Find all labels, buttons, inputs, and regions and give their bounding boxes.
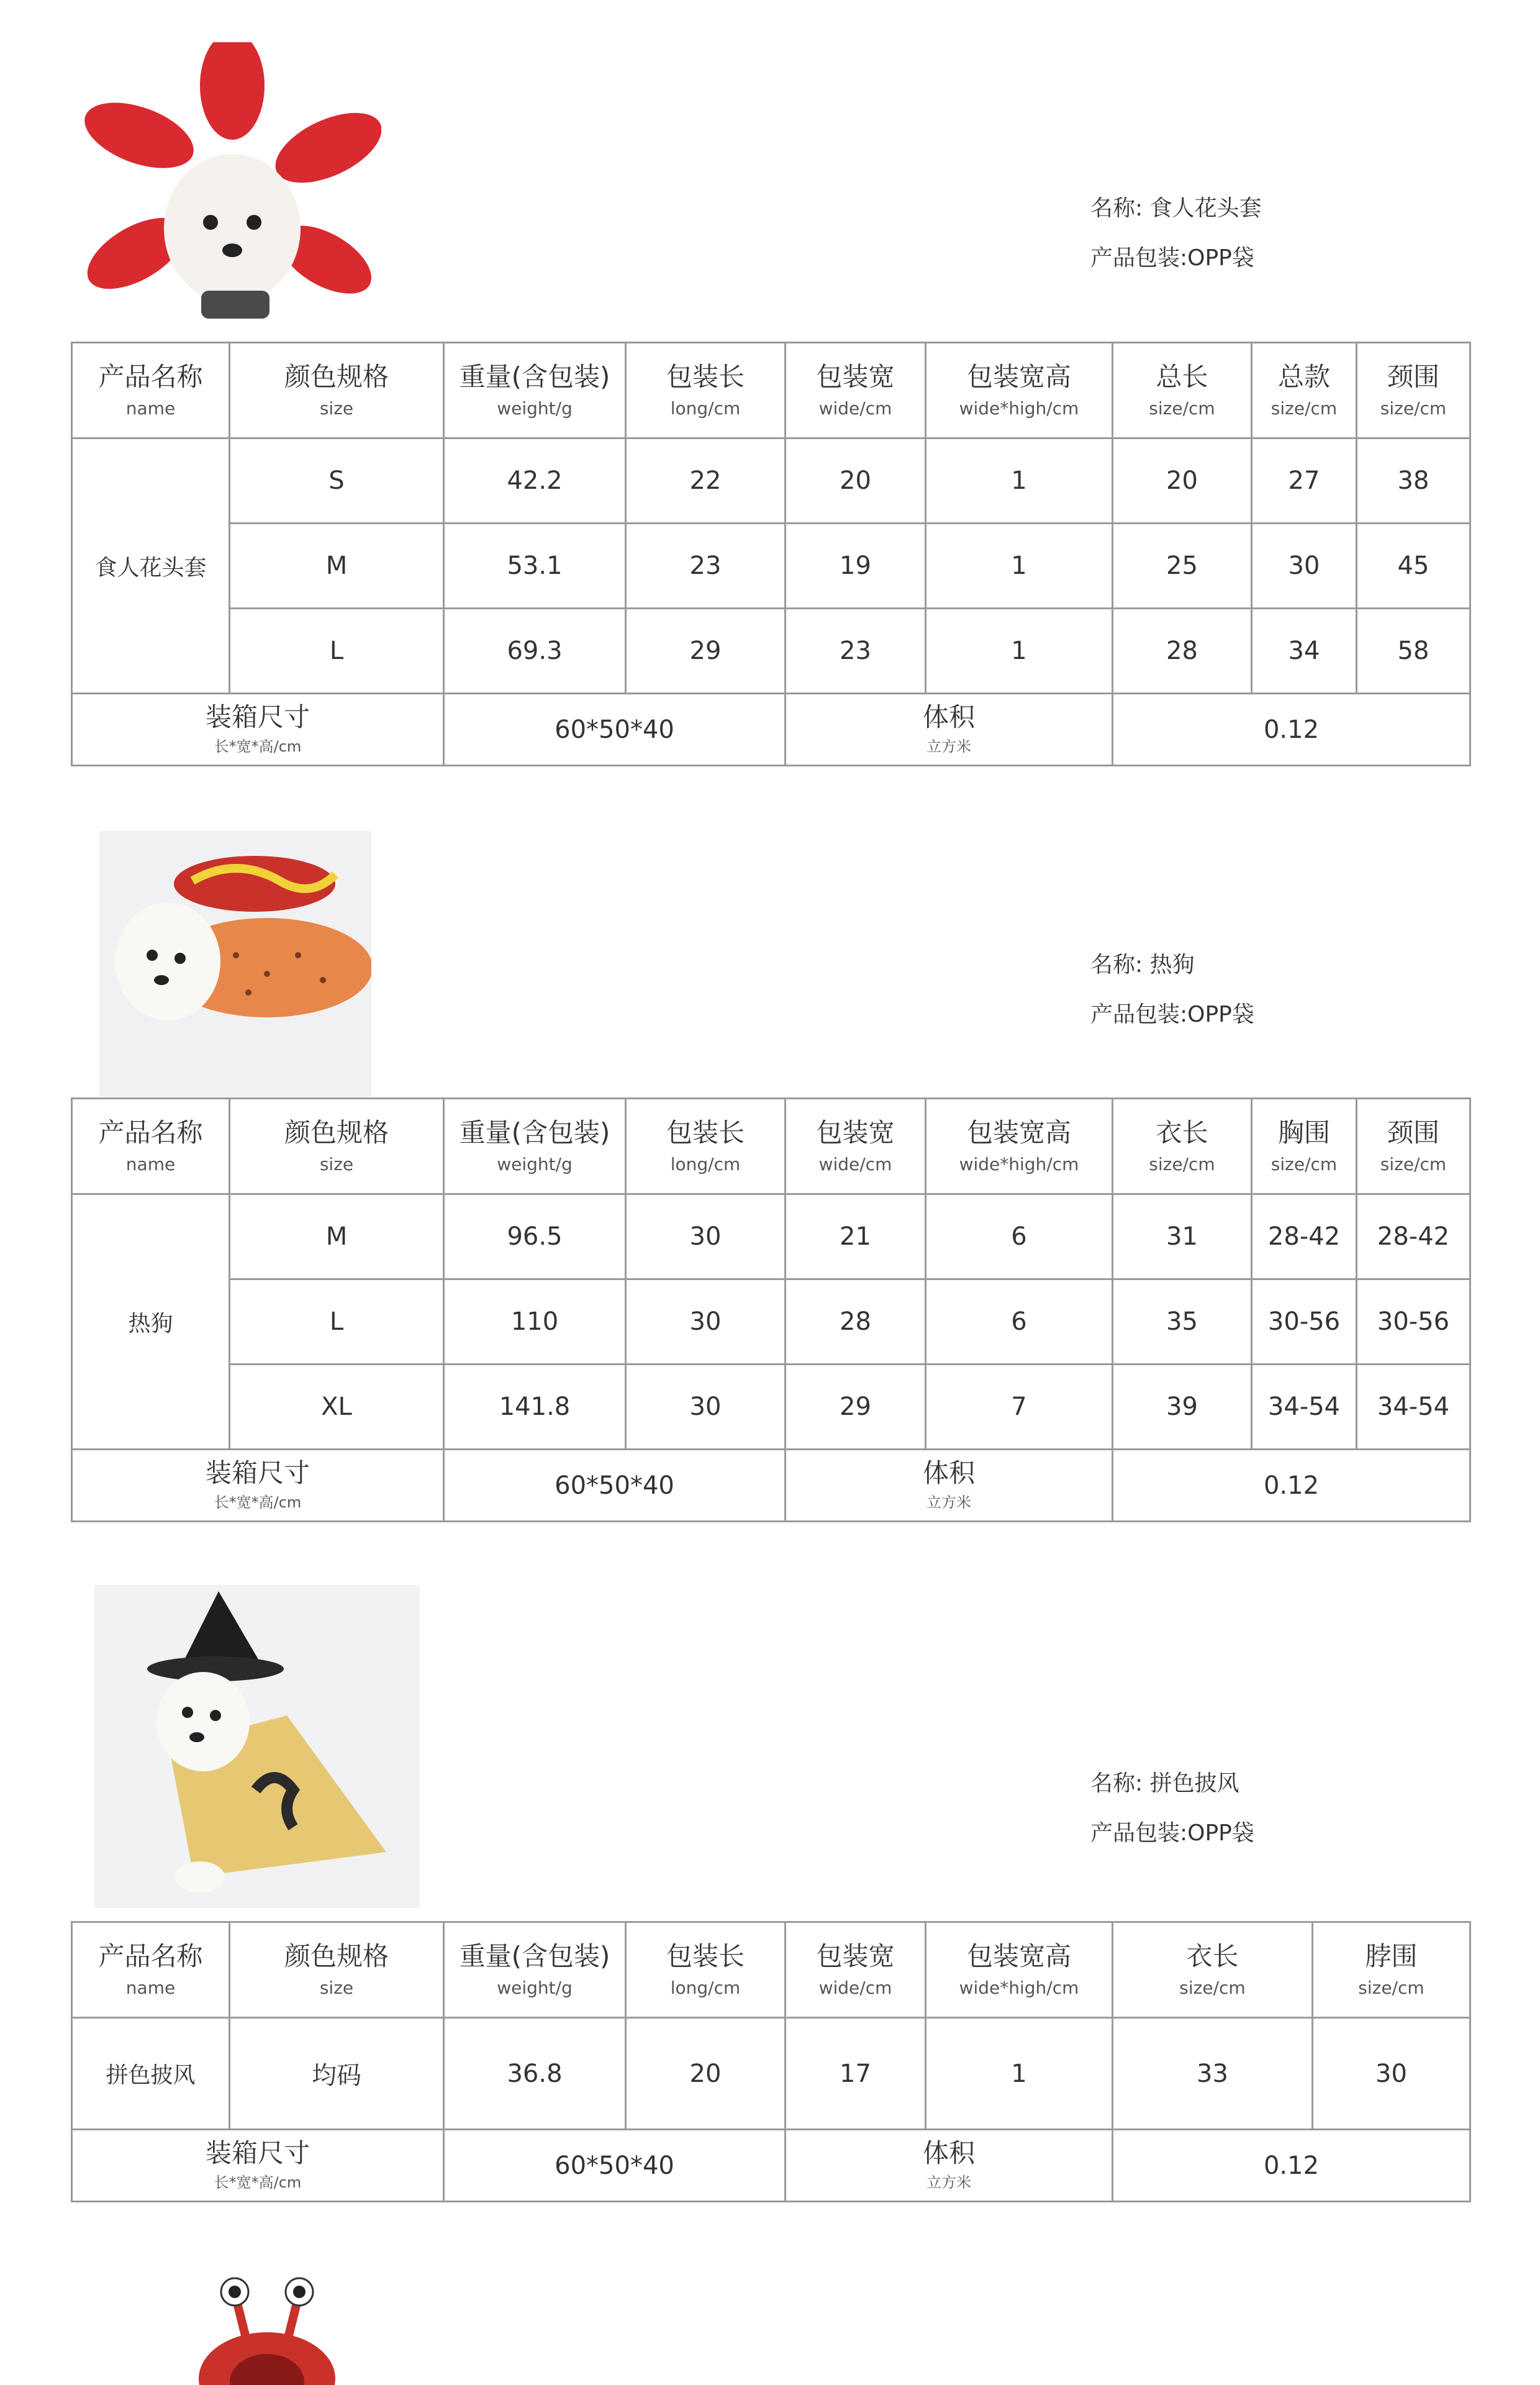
table-cell: 1 <box>926 609 1113 694</box>
product-3-info <box>1090 1773 1254 1872</box>
table-cell: M <box>230 1194 444 1279</box>
header-cell: 重量(含包装) weight/g <box>444 1922 626 2018</box>
package-text: 产品包装:OPP袋 <box>1090 1002 1254 1027</box>
table-cell: 6 <box>926 1279 1113 1365</box>
table-row <box>72 609 1470 694</box>
header-cell: 胸围 size/cm <box>1252 1099 1357 1194</box>
table-header-row <box>72 1099 1470 1194</box>
product-name-text: 名称: 拼色披风 <box>1090 1771 1239 1796</box>
table-cell: 21 <box>786 1194 926 1279</box>
carton-size-value: 60*50*40 <box>444 1450 786 1522</box>
table-cell: 20 <box>1113 438 1252 524</box>
table-cell: 28 <box>786 1279 926 1365</box>
product-name-cell: 热狗 <box>72 1194 230 1450</box>
table-cell: 45 <box>1357 524 1470 609</box>
header-cell: 产品名称 name <box>72 343 230 438</box>
table-cell: 30-56 <box>1252 1279 1357 1365</box>
table-cell: 35 <box>1113 1279 1252 1365</box>
table-cell: L <box>230 609 444 694</box>
table-row <box>72 1194 1470 1279</box>
volume-label: 体积 立方米 <box>786 694 1113 766</box>
table-cell: 7 <box>926 1365 1113 1450</box>
table-cell: 23 <box>786 609 926 694</box>
product-3-spec-table <box>71 1921 1471 2202</box>
carton-size-value: 60*50*40 <box>444 2130 786 2202</box>
volume-value: 0.12 <box>1113 1450 1470 1522</box>
table-cell: 20 <box>786 438 926 524</box>
table-row <box>72 1365 1470 1450</box>
table-row <box>72 524 1470 609</box>
header-cell: 颜色规格 size <box>230 1099 444 1194</box>
header-cell: 包装宽高 wide*high/cm <box>926 1922 1113 2018</box>
table-cell: 25 <box>1113 524 1252 609</box>
table-cell: 22 <box>626 438 786 524</box>
table-cell: 33 <box>1113 2018 1313 2130</box>
table-cell: 29 <box>786 1365 926 1450</box>
header-cell: 衣长 size/cm <box>1113 1099 1252 1194</box>
header-cell: 包装宽 wide/cm <box>786 343 926 438</box>
product-name-text: 名称: 热狗 <box>1090 952 1195 978</box>
table-cell: 36.8 <box>444 2018 626 2130</box>
table-cell: L <box>230 1279 444 1365</box>
header-cell: 产品名称 name <box>72 1099 230 1194</box>
table-cell: 30 <box>626 1279 786 1365</box>
table-cell: 1 <box>926 2018 1113 2130</box>
table-cell: 19 <box>786 524 926 609</box>
table-cell: 17 <box>786 2018 926 2130</box>
product-3-photo <box>94 1585 420 1908</box>
header-cell: 总长 size/cm <box>1113 343 1252 438</box>
table-footer-row <box>72 1450 1470 1522</box>
cape-dog-image <box>94 1585 420 1908</box>
carton-size-label: 装箱尺寸 长*宽*高/cm <box>72 694 444 766</box>
table-cell: 1 <box>926 524 1113 609</box>
table-cell: S <box>230 438 444 524</box>
header-cell: 颜色规格 size <box>230 1922 444 2018</box>
hotdog-dog-image <box>99 831 371 1097</box>
table-row <box>72 1279 1470 1365</box>
product-name-cell: 食人花头套 <box>72 438 230 694</box>
product-name-text: 名称: 食人花头套 <box>1090 196 1262 221</box>
header-cell: 包装宽高 wide*high/cm <box>926 343 1113 438</box>
package-text: 产品包装:OPP袋 <box>1090 245 1254 271</box>
header-cell: 脖围 size/cm <box>1313 1922 1470 2018</box>
product-1-photo <box>83 42 381 337</box>
header-cell: 颈围 size/cm <box>1357 343 1470 438</box>
header-cell: 重量(含包装) weight/g <box>444 1099 626 1194</box>
header-cell: 衣长 size/cm <box>1113 1922 1313 2018</box>
package-text: 产品包装:OPP袋 <box>1090 1820 1254 1846</box>
table-header-row <box>72 1922 1470 2018</box>
product-1-info <box>1090 198 1262 297</box>
header-cell: 包装宽 wide/cm <box>786 1922 926 2018</box>
header-cell: 包装长 long/cm <box>626 1922 786 2018</box>
product-name-cell: 拼色披风 <box>72 2018 230 2130</box>
table-cell: 42.2 <box>444 438 626 524</box>
header-cell: 包装宽高 wide*high/cm <box>926 1099 1113 1194</box>
table-cell: 23 <box>626 524 786 609</box>
carton-size-value: 60*50*40 <box>444 694 786 766</box>
flower-dog-image <box>83 42 381 337</box>
table-cell: 30 <box>626 1365 786 1450</box>
table-cell: 53.1 <box>444 524 626 609</box>
product-2-info <box>1090 954 1254 1053</box>
volume-value: 0.12 <box>1113 694 1470 766</box>
table-cell: 30-56 <box>1357 1279 1470 1365</box>
table-cell: 31 <box>1113 1194 1252 1279</box>
table-cell: 30 <box>626 1194 786 1279</box>
header-cell: 颜色规格 size <box>230 343 444 438</box>
table-cell: 34 <box>1252 609 1357 694</box>
table-cell: 29 <box>626 609 786 694</box>
table-cell: 1 <box>926 438 1113 524</box>
table-cell: XL <box>230 1365 444 1450</box>
table-cell: 30 <box>1313 2018 1470 2130</box>
table-cell: 30 <box>1252 524 1357 609</box>
table-cell: 96.5 <box>444 1194 626 1279</box>
product-4-photo-partial <box>186 2273 348 2385</box>
table-cell: 34-54 <box>1252 1365 1357 1450</box>
table-cell: 均码 <box>230 2018 444 2130</box>
table-cell: 141.8 <box>444 1365 626 1450</box>
table-row <box>72 2018 1470 2130</box>
table-footer-row <box>72 2130 1470 2202</box>
header-cell: 包装长 long/cm <box>626 1099 786 1194</box>
volume-label: 体积 立方米 <box>786 1450 1113 1522</box>
table-cell: 110 <box>444 1279 626 1365</box>
table-footer-row <box>72 694 1470 766</box>
product-1-spec-table <box>71 342 1471 766</box>
header-cell: 包装宽 wide/cm <box>786 1099 926 1194</box>
table-cell: 28-42 <box>1357 1194 1470 1279</box>
crab-costume-image <box>186 2273 348 2385</box>
header-cell: 重量(含包装) weight/g <box>444 343 626 438</box>
product-2-photo <box>99 831 371 1097</box>
table-header-row <box>72 343 1470 438</box>
table-cell: 27 <box>1252 438 1357 524</box>
table-cell: 39 <box>1113 1365 1252 1450</box>
table-cell: 38 <box>1357 438 1470 524</box>
header-cell: 产品名称 name <box>72 1922 230 2018</box>
carton-size-label: 装箱尺寸 长*宽*高/cm <box>72 1450 444 1522</box>
header-cell: 颈围 size/cm <box>1357 1099 1470 1194</box>
table-cell: 28-42 <box>1252 1194 1357 1279</box>
carton-size-label: 装箱尺寸 长*宽*高/cm <box>72 2130 444 2202</box>
header-cell: 总款 size/cm <box>1252 343 1357 438</box>
volume-label: 体积 立方米 <box>786 2130 1113 2202</box>
table-cell: 20 <box>626 2018 786 2130</box>
table-cell: 34-54 <box>1357 1365 1470 1450</box>
table-cell: 69.3 <box>444 609 626 694</box>
table-row <box>72 438 1470 524</box>
table-cell: M <box>230 524 444 609</box>
table-cell: 6 <box>926 1194 1113 1279</box>
header-cell: 包装长 long/cm <box>626 343 786 438</box>
table-cell: 58 <box>1357 609 1470 694</box>
product-2-spec-table <box>71 1097 1471 1522</box>
table-cell: 28 <box>1113 609 1252 694</box>
volume-value: 0.12 <box>1113 2130 1470 2202</box>
